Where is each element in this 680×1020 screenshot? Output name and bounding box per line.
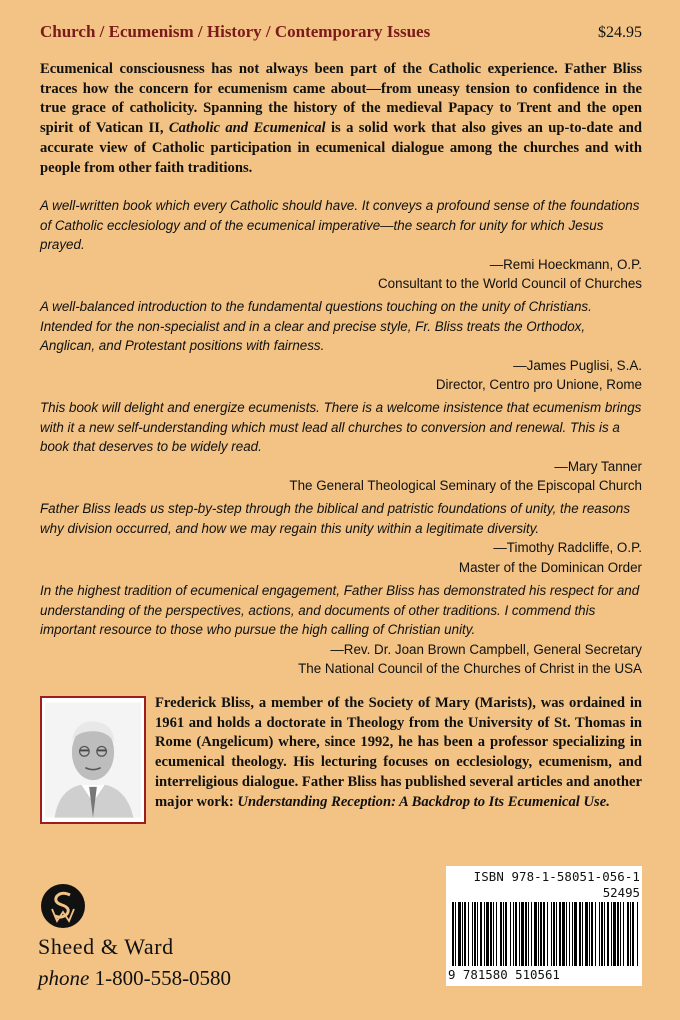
endorsement-2 [40, 297, 642, 395]
endorsement-5 [40, 581, 642, 679]
endorsement-text: In the highest tradition of ecumenical engagement, Father Bliss has demonstrated his respect for and understanding of the perspectives, actions, and documents of other traditions. I commend this important resource to those who pursue the high calling of Christian unity. [40, 583, 640, 637]
endorsement-name: —Remi Hoeckmann, O.P. [489, 256, 642, 272]
endorsement-role: Consultant to the World Council of Churches [378, 276, 642, 291]
phone-label: phone [38, 966, 90, 990]
price: $24.95 [598, 24, 642, 41]
phone-number: 1-800-558-0580 [94, 966, 232, 990]
endorsement-4 [40, 499, 642, 577]
endorsement-text: Father Bliss leads us step-by-step through the biblical and patristic foundations of unity, the reasons why division occurred, and how we may regain this unity within a legitimate diversity. [40, 501, 631, 536]
intro-text-1: Ecumenical consciousness has not always been part of the Catholic experience. Father Bliss traces how the concern for ecumenism came about—from uneasy tension to confidence in the true grace of catholicity. Spanning the history of the medieval Papacy to Trent and the open spirit of Vatican II, [40, 61, 642, 137]
endorsement-text: A well-balanced introduction to the fundamental questions touching on the unity of Christians. Intended for the non-specialist and in a clear and precise style, Fr. Bliss treats the Orthodox, Anglican, and Protestant positions with fairness. [40, 299, 592, 353]
publisher-name: Sheed & Ward [38, 934, 174, 959]
top-bar [40, 22, 642, 46]
isbn-label: ISBN 978-1-58051-056-1 [473, 869, 640, 884]
endorsement-name: —James Puglisi, S.A. [513, 357, 642, 373]
author-bio [155, 694, 642, 812]
endorsement-text: This book will delight and energize ecumenists. There is a welcome insistence that ecumenism brings with it a new self-understanding which must lead all churches to conversion and renewal. This is a book that deserves to be widely read. [40, 400, 642, 454]
category-line: Church / Ecumenism / History / Contemporary Issues [40, 22, 431, 41]
author-portrait [45, 701, 141, 819]
endorsement-name: —Rev. Dr. Joan Brown Campbell, General Secretary [330, 641, 642, 657]
other-work-title: Understanding Reception: A Backdrop to Its Ecumenical Use. [237, 793, 610, 810]
endorsement-3 [40, 398, 642, 496]
isbn-digits: 9 781580 510561 [448, 967, 560, 982]
endorsement-text: A well-written book which every Catholic should have. It conveys a profound sense of the foundations of Catholic ecclesiology and of the ecumenical imperative—the search for unity for which Jesus prayed. [40, 198, 640, 252]
price-code: 52495 [602, 885, 640, 900]
endorsement-role: Director, Centro pro Unione, Rome [435, 377, 642, 392]
barcode [452, 902, 638, 966]
intro-blurb [40, 60, 642, 178]
endorsement-name: —Mary Tanner [554, 458, 642, 474]
endorsement-role: The General Theological Seminary of the Episcopal Church [289, 478, 642, 493]
endorsement-1 [40, 196, 642, 294]
endorsement-role: The National Council of the Churches of Christ in the USA [298, 661, 642, 676]
publisher-phone [38, 966, 231, 991]
book-title: Catholic and Ecumenical [168, 120, 326, 137]
sw-monogram-icon [40, 883, 86, 929]
bio-text: Frederick Bliss, a member of the Society of Mary (Marists), was ordained in 1961 and holds a doctorate in Theology from the University of St. Thomas in Rome (Angelicum) where, since 1992, he has been a professor specializing in ecumenical theology. His lecturing focuses on ecclesiology, ecumenism, and interreligious dialogue. Father Bliss has published several articles and another major work: [155, 695, 642, 810]
endorsement-name: —Timothy Radcliffe, O.P. [493, 540, 642, 555]
intro-text-2: is a solid work that also gives an up-to-date and accurate view of Catholic participation in ecumenical dialogue among the churches and with people from other faith traditions. [40, 120, 643, 176]
endorsement-role: Master of the Dominican Order [458, 559, 642, 575]
author-photo [40, 696, 146, 824]
